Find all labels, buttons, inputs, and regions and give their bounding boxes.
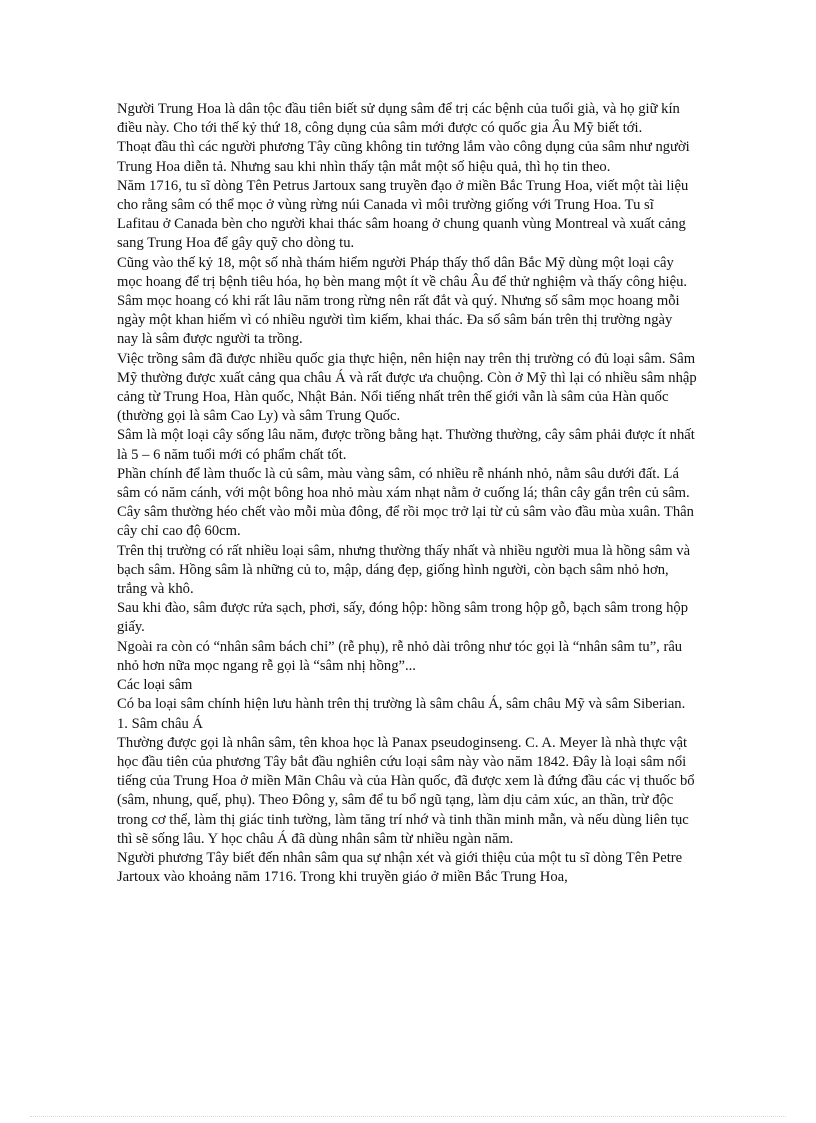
paragraph: Sâm là một loại cây sống lâu năm, được trồng bằng hạt. Thường thường, cây sâm phải được ít nhất là 5 – 6 năm tuổi mới có phẩm chất tốt. xyxy=(117,427,695,463)
paragraph: Năm 1716, tu sĩ dòng Tên Petrus Jartoux sang truyền đạo ở miền Bắc Trung Hoa, viết một tài liệu cho rằng sâm có thể mọc ở vùng rừng núi Canada vì môi trường giống với Trung Hoa. Tu sĩ Lafitau ở Canada bèn cho người khai thác sâm hoang ở chung quanh vùng Montreal và xuất cảng sang Trung Hoa để gây quỹ cho dòng tu. xyxy=(117,177,689,252)
paragraph: Ngoài ra còn có “nhân sâm bách chỉ” (rễ phụ), rễ nhỏ dài trông như tóc gọi là “nhân sâm tu”, râu nhỏ hơn nữa mọc ngang rễ gọi là “sâm nhị hồng”... xyxy=(117,638,683,674)
paragraph: Có ba loại sâm chính hiện lưu hành trên thị trường là sâm châu Á, sâm châu Mỹ và sâm Siberian. xyxy=(117,696,686,713)
paragraph: Cũng vào thế kỷ 18, một số nhà thám hiểm người Pháp thấy thổ dân Bắc Mỹ dùng một loại cây mọc hoang để trị bệnh tiêu hóa, họ bèn mang một ít về châu Âu để thử nghiệm và thấy công hiệu. xyxy=(117,254,688,290)
paragraph: Phần chính để làm thuốc là củ sâm, màu vàng sâm, có nhiều rễ nhánh nhỏ, nằm sâu dưới đất. Lá sâm có năm cánh, với một bông hoa nhỏ màu xám nhạt nằm ở cuống lá; thân cây gắn trên củ sâm. Cây sâm thường héo chết vào mỗi mùa đông, để rồi mọc trở lại từ củ sâm vào đầu mùa xuân. Thân cây chỉ cao độ 60cm. xyxy=(117,465,694,540)
paragraph: Người phương Tây biết đến nhân sâm qua sự nhận xét và giới thiệu của một tu sĩ dòng Tên Petre Jartoux vào khoảng năm 1716. Trong khi truyền giáo ở miền Bắc Trung Hoa, xyxy=(117,849,683,886)
paragraph: Việc trồng sâm đã được nhiều quốc gia thực hiện, nên hiện nay trên thị trường có đủ loại sâm. Sâm Mỹ thường được xuất cảng qua châu Á và rất được ưa chuộng. Còn ở Mỹ thì lại có nhiều sâm nhập cảng từ Trung Hoa, Hàn quốc, Nhật Bản. Nổi tiếng nhất trên thế giới vẫn là sâm của Hàn quốc (thường gọi là sâm Cao Ly) và sâm Trung Quốc. xyxy=(117,350,697,425)
document-body xyxy=(117,100,697,887)
paragraph: Sâm mọc hoang có khi rất lâu năm trong rừng nên rất đắt và quý. Nhưng số sâm mọc hoang mỗi ngày một khan hiếm vì có nhiều người tìm kiếm, khai thác. Đa số sâm bán trên thị trường ngày nay là sâm được người ta trồng. xyxy=(117,293,680,348)
paragraph: Thoạt đầu thì các người phương Tây cũng không tin tưởng lắm vào công dụng của sâm như người Trung Hoa diễn tả. Nhưng sau khi nhìn thấy tận mắt một số hiệu quả, thì họ tin theo. xyxy=(117,139,690,175)
paragraph: Sau khi đào, sâm được rửa sạch, phơi, sấy, đóng hộp: hồng sâm trong hộp gỗ, bạch sâm trong hộp giấy. xyxy=(117,600,689,636)
subsection-heading: 1. Sâm châu Á xyxy=(117,715,203,732)
paragraph: Người Trung Hoa là dân tộc đầu tiên biết sử dụng sâm để trị các bệnh của tuổi già, và họ giữ kín điều này. Cho tới thế kỷ thứ 18, công dụng của sâm mới được có quốc gia Âu Mỹ biết tới. xyxy=(117,101,680,137)
paragraph: Trên thị trường có rất nhiều loại sâm, nhưng thường thấy nhất và nhiều người mua là hồng sâm và bạch sâm. Hồng sâm là những củ to, mập, dáng đẹp, giống hình người, còn bạch sâm nhỏ hơn, trắng và khô. xyxy=(117,542,691,598)
section-heading: Các loại sâm xyxy=(117,677,193,694)
page-bottom-rule xyxy=(30,1116,786,1117)
paragraph: Thường được gọi là nhân sâm, tên khoa học là Panax pseudoginseng. C. A. Meyer là nhà thực vật học đầu tiên của phương Tây bắt đầu nghiên cứu loại sâm này vào năm 1842. Đây là loại sâm nổi tiếng của Trung Hoa ở miền Mãn Châu và của Hàn quốc, đã được xem là đứng đầu các vị thuốc bổ (sâm, nhung, quế, phụ). Theo Đông y, sâm để tu bổ ngũ tạng, làm dịu cảm xúc, an thần, trừ độc trong cơ thể, làm thị giác tinh tường, làm tăng trí nhớ và tinh thần minh mẫn, và nếu dùng liên tục thì sẽ sống lâu. Y học châu Á đã dùng nhân sâm từ nhiều ngàn năm. xyxy=(117,734,695,847)
